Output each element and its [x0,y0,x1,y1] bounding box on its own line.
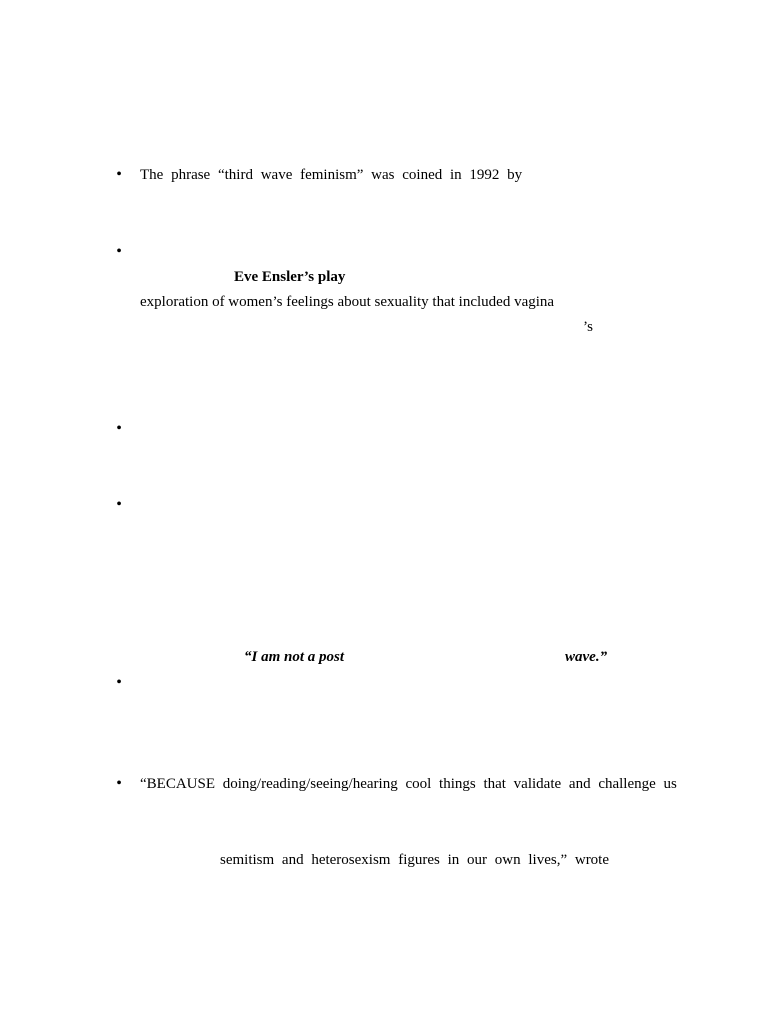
list-item-text: exploration of women’s feelings about sexuality that included vagina [140,294,555,310]
list-bullet: • [116,674,122,691]
quote-text: wave.” [565,649,608,665]
list-bullet: • [116,166,122,183]
list-bullet: • [116,496,122,513]
list-item-text: semitism and heterosexism figures in our own lives,” wrote [220,852,610,868]
list-bullet: • [116,243,122,260]
list-item-text: The phrase “third wave feminism” was coined in 1992 by [140,167,523,183]
list-item-text: ’s [583,319,594,335]
list-bullet: • [116,420,122,437]
list-bullet: • [116,775,122,792]
play-title-text: Eve Ensler’s play [234,269,346,285]
list-item-text: “BECAUSE doing/reading/seeing/hearing cool things that validate and challenge us [140,776,677,792]
quote-text: “I am not a post [244,649,345,665]
